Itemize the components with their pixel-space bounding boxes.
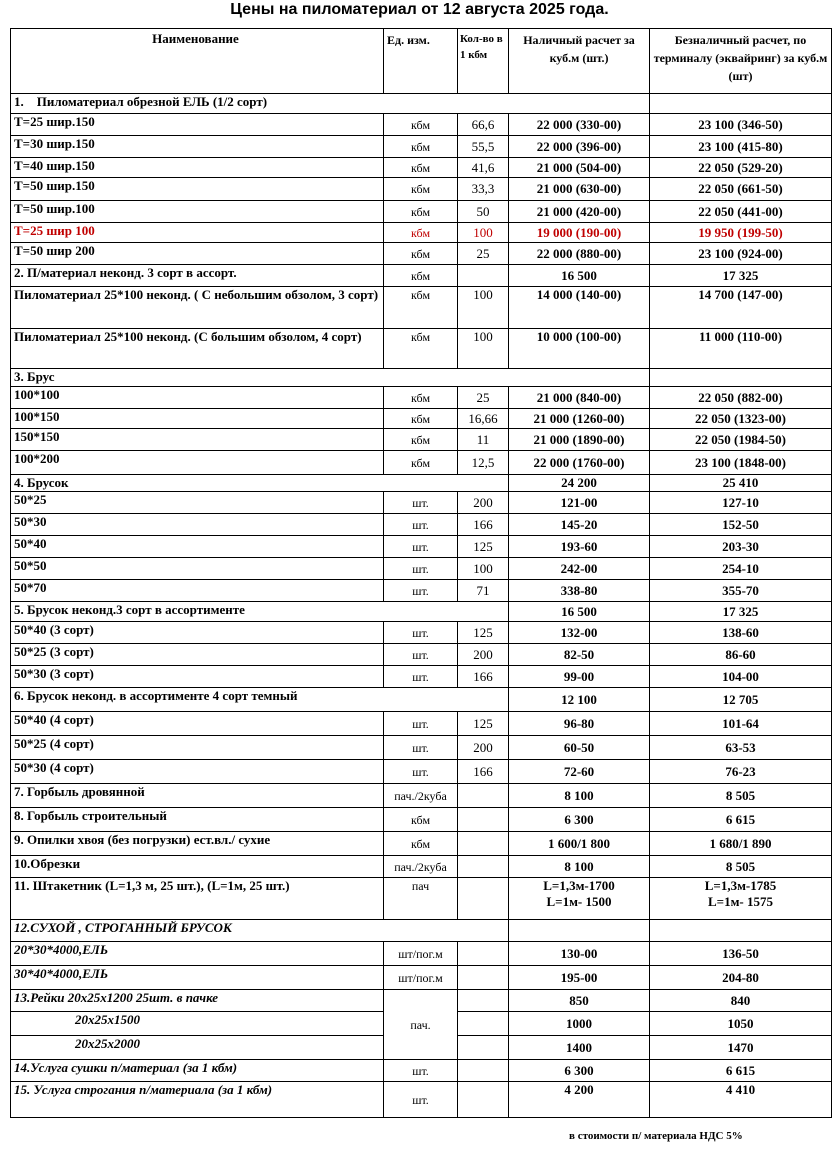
item-name: 20х25х2000	[11, 1036, 384, 1060]
table-row	[11, 475, 832, 492]
cash-price: 8 100	[509, 784, 650, 808]
header-qty: Кол-во в 1 кбм	[458, 29, 509, 94]
item-name: 50*70	[11, 580, 384, 602]
cash-price: 8 100	[509, 856, 650, 878]
table-row	[11, 451, 832, 475]
table-row	[11, 369, 832, 387]
header-cash: Наличный расчет за куб.м (шт.)	[509, 29, 650, 94]
qty-cell	[458, 1082, 509, 1118]
cash-price: 21 000 (504-00)	[509, 158, 650, 178]
item-name: Т=25 шир 100	[11, 223, 384, 243]
unit-cell: шт.	[384, 712, 458, 736]
table-row	[11, 856, 832, 878]
qty-cell	[458, 784, 509, 808]
table-row	[11, 429, 832, 451]
item-name: Т=25 шир.150	[11, 114, 384, 136]
cash-price: 130-00	[509, 942, 650, 966]
card-price: 22 050 (529-20)	[650, 158, 832, 178]
table-row	[11, 712, 832, 736]
unit-cell: шт.	[384, 558, 458, 580]
item-name: 2. П/материал неконд. 3 сорт в ассорт.	[11, 265, 384, 287]
footer-note: в стоимости п/ материала НДС 5%	[569, 1130, 743, 1142]
item-name: Пиломатериал 25*100 неконд. ( С небольшим обзолом, 3 сорт)	[11, 287, 384, 329]
table-row	[11, 622, 832, 644]
qty-cell: 125	[458, 712, 509, 736]
table-row	[11, 409, 832, 429]
card-price: 355-70	[650, 580, 832, 602]
item-name: 15. Услуга строгания п/материала (за 1 кбм)	[11, 1082, 384, 1118]
cash-price-line: L=1м- 1500	[546, 894, 612, 909]
cash-price: 21 000 (420-00)	[509, 201, 650, 223]
qty-cell: 166	[458, 760, 509, 784]
table-row	[11, 878, 832, 920]
table-row	[11, 942, 832, 966]
unit-cell: шт.	[384, 666, 458, 688]
cash-price: 22 000 (330-00)	[509, 114, 650, 136]
unit-cell: шт.	[384, 580, 458, 602]
qty-cell: 12,5	[458, 451, 509, 475]
card-price-line: L=1,3м-1785	[704, 878, 777, 893]
header-name: Наименование	[11, 29, 384, 94]
header-unit: Ед. изм.	[384, 29, 458, 94]
qty-cell: 33,3	[458, 178, 509, 201]
card-price: 8 505	[650, 784, 832, 808]
unit-cell: шт.	[384, 514, 458, 536]
unit-cell: кбм	[384, 114, 458, 136]
page-title: Цены на пиломатериал от 12 августа 2025 года.	[230, 1, 609, 18]
unit-cell: кбм	[384, 429, 458, 451]
cash-price: 72-60	[509, 760, 650, 784]
item-name: 8. Горбыль строительный	[11, 808, 384, 832]
card-price: 23 100 (346-50)	[650, 114, 832, 136]
table-row	[11, 688, 832, 712]
item-name: 50*40	[11, 536, 384, 558]
unit-cell: шт.	[384, 622, 458, 644]
table-row	[11, 536, 832, 558]
unit-cell: кбм	[384, 243, 458, 265]
cash-price: 16 500	[509, 602, 650, 622]
unit-cell: шт/пог.м	[384, 942, 458, 966]
item-name: 50*30 (3 сорт)	[11, 666, 384, 688]
table-row	[11, 178, 832, 201]
card-price: 1050	[650, 1012, 832, 1036]
qty-cell: 55,5	[458, 136, 509, 158]
table-row	[11, 808, 832, 832]
card-price: 25 410	[650, 475, 832, 492]
qty-cell	[458, 808, 509, 832]
card-price: 23 100 (415-80)	[650, 136, 832, 158]
card-price	[650, 369, 832, 387]
cash-price: 96-80	[509, 712, 650, 736]
item-name: 11. Штакетник (L=1,3 м, 25 шт.), (L=1м, 25 шт.)	[11, 878, 384, 920]
card-price	[650, 94, 832, 114]
unit-cell: кбм	[384, 451, 458, 475]
card-price: 840	[650, 990, 832, 1012]
card-price	[650, 920, 832, 942]
cash-price: 21 000 (840-00)	[509, 387, 650, 409]
unit-cell: кбм	[384, 287, 458, 329]
item-name: 14.Услуга сушки п/материал (за 1 кбм)	[11, 1060, 384, 1082]
card-price: 101-64	[650, 712, 832, 736]
qty-cell: 200	[458, 736, 509, 760]
card-price: 86-60	[650, 644, 832, 666]
table-row	[11, 243, 832, 265]
cash-price-line: L=1,3м-1700	[543, 878, 615, 893]
qty-cell	[458, 990, 509, 1012]
cash-price: 16 500	[509, 265, 650, 287]
cash-price: 132-00	[509, 622, 650, 644]
unit-cell: кбм	[384, 808, 458, 832]
cash-price: 10 000 (100-00)	[509, 329, 650, 369]
table-header	[11, 29, 832, 94]
table-row	[11, 580, 832, 602]
table-row	[11, 201, 832, 223]
item-name: Т=40 шир.150	[11, 158, 384, 178]
card-price: 22 050 (661-50)	[650, 178, 832, 201]
item-name: Пиломатериал 25*100 неконд. (С большим обзолом, 4 сорт)	[11, 329, 384, 369]
card-price: 254-10	[650, 558, 832, 580]
item-name: 3. Брус	[11, 369, 650, 387]
unit-cell: кбм	[384, 387, 458, 409]
card-price: 22 050 (882-00)	[650, 387, 832, 409]
unit-cell: пач./2куба	[384, 784, 458, 808]
cash-price: 22 000 (1760-00)	[509, 451, 650, 475]
item-name: 50*30 (4 сорт)	[11, 760, 384, 784]
qty-cell: 125	[458, 536, 509, 558]
item-name: 13.Рейки 20х25х1200 25шт. в пачке	[11, 990, 384, 1012]
card-price: 11 000 (110-00)	[650, 329, 832, 369]
table-row	[11, 265, 832, 287]
price-table	[10, 28, 832, 1118]
cash-price: 338-80	[509, 580, 650, 602]
cash-price: 1400	[509, 1036, 650, 1060]
table-row	[11, 644, 832, 666]
unit-cell: кбм	[384, 329, 458, 369]
unit-cell: кбм	[384, 158, 458, 178]
table-row	[11, 136, 832, 158]
table-row	[11, 492, 832, 514]
qty-cell: 166	[458, 514, 509, 536]
qty-cell	[458, 1012, 509, 1036]
unit-cell: кбм	[384, 178, 458, 201]
qty-cell	[458, 878, 509, 920]
qty-cell	[458, 856, 509, 878]
item-name: 30*40*4000,ЕЛЬ	[11, 966, 384, 990]
item-name: 9. Опилки хвоя (без погрузки) ест.вл./ сухие	[11, 832, 384, 856]
table-row	[11, 990, 832, 1012]
card-price: 6 615	[650, 1060, 832, 1082]
item-name: 7. Горбыль дровянной	[11, 784, 384, 808]
card-price: 17 325	[650, 265, 832, 287]
card-price: 4 410	[650, 1082, 832, 1118]
card-price: 22 050 (1984-50)	[650, 429, 832, 451]
unit-cell: шт.	[384, 492, 458, 514]
card-price: 22 050 (1323-00)	[650, 409, 832, 429]
qty-cell: 16,66	[458, 409, 509, 429]
card-price: 136-50	[650, 942, 832, 966]
item-name: Т=50 шир 200	[11, 243, 384, 265]
table-row	[11, 158, 832, 178]
card-price: 138-60	[650, 622, 832, 644]
table-row	[11, 1082, 832, 1118]
item-name: 1. Пиломатериал обрезной ЕЛЬ (1/2 сорт)	[11, 94, 650, 114]
unit-cell: кбм	[384, 201, 458, 223]
card-price: 127-10	[650, 492, 832, 514]
card-price: 1470	[650, 1036, 832, 1060]
qty-cell: 200	[458, 492, 509, 514]
item-name: 50*40 (4 сорт)	[11, 712, 384, 736]
cash-price: 12 100	[509, 688, 650, 712]
item-name: 100*150	[11, 409, 384, 429]
qty-cell: 100	[458, 329, 509, 369]
table-row	[11, 1060, 832, 1082]
header-card: Безналичный расчет, по терминалу (эквайринг) за куб.м (шт)	[650, 29, 832, 94]
qty-cell: 125	[458, 622, 509, 644]
cash-price: 99-00	[509, 666, 650, 688]
qty-cell	[458, 1060, 509, 1082]
cash-price: 60-50	[509, 736, 650, 760]
card-price: 152-50	[650, 514, 832, 536]
card-price: 104-00	[650, 666, 832, 688]
cash-price: 22 000 (396-00)	[509, 136, 650, 158]
cash-price: 19 000 (190-00)	[509, 223, 650, 243]
table-row	[11, 287, 832, 329]
cash-price: 121-00	[509, 492, 650, 514]
item-name: Т=50 шир.150	[11, 178, 384, 201]
qty-cell: 41,6	[458, 158, 509, 178]
cash-price	[509, 920, 650, 942]
card-price: 1 680/1 890	[650, 832, 832, 856]
qty-cell	[458, 832, 509, 856]
unit-cell: шт.	[384, 1082, 458, 1118]
table-row	[11, 666, 832, 688]
cash-price	[509, 878, 650, 920]
card-price: 8 505	[650, 856, 832, 878]
card-price: 203-30	[650, 536, 832, 558]
item-name: 20х25х1500	[11, 1012, 384, 1036]
table-row	[11, 602, 832, 622]
table-row	[11, 558, 832, 580]
cash-price: 195-00	[509, 966, 650, 990]
unit-cell: шт.	[384, 1060, 458, 1082]
cash-price: 4 200	[509, 1082, 650, 1118]
cash-price: 21 000 (1260-00)	[509, 409, 650, 429]
table-row	[11, 94, 832, 114]
unit-cell: пач	[384, 878, 458, 920]
card-price-line: L=1м- 1575	[707, 894, 773, 909]
item-name: 50*25 (4 сорт)	[11, 736, 384, 760]
cash-price: 6 300	[509, 808, 650, 832]
unit-cell: кбм	[384, 136, 458, 158]
unit-cell: пач.	[384, 990, 458, 1060]
cash-price: 82-50	[509, 644, 650, 666]
table-row	[11, 114, 832, 136]
table-row	[11, 966, 832, 990]
item-name: Т=50 шир.100	[11, 201, 384, 223]
item-name: 50*25 (3 сорт)	[11, 644, 384, 666]
table-row	[11, 920, 832, 942]
item-name: 50*25	[11, 492, 384, 514]
table-row	[11, 784, 832, 808]
unit-cell: шт.	[384, 536, 458, 558]
card-price: 204-80	[650, 966, 832, 990]
qty-cell: 50	[458, 201, 509, 223]
unit-cell: кбм	[384, 832, 458, 856]
cash-price: 6 300	[509, 1060, 650, 1082]
item-name: 20*30*4000,ЕЛЬ	[11, 942, 384, 966]
qty-cell: 100	[458, 558, 509, 580]
item-name: 100*100	[11, 387, 384, 409]
cash-price: 242-00	[509, 558, 650, 580]
table-row	[11, 387, 832, 409]
unit-cell: шт/пог.м	[384, 966, 458, 990]
cash-price: 21 000 (1890-00)	[509, 429, 650, 451]
qty-cell: 11	[458, 429, 509, 451]
card-price: 23 100 (1848-00)	[650, 451, 832, 475]
qty-cell	[458, 265, 509, 287]
qty-cell: 25	[458, 387, 509, 409]
cash-price: 193-60	[509, 536, 650, 558]
unit-cell: шт.	[384, 760, 458, 784]
qty-cell: 100	[458, 223, 509, 243]
cash-price: 145-20	[509, 514, 650, 536]
unit-cell: шт.	[384, 644, 458, 666]
card-price: 22 050 (441-00)	[650, 201, 832, 223]
item-name: 12.СУХОЙ , СТРОГАННЫЙ БРУСОК	[11, 920, 509, 942]
table-row	[11, 832, 832, 856]
cash-price: 21 000 (630-00)	[509, 178, 650, 201]
qty-cell: 66,6	[458, 114, 509, 136]
unit-cell: кбм	[384, 265, 458, 287]
card-price: 6 615	[650, 808, 832, 832]
item-name: 50*50	[11, 558, 384, 580]
qty-cell	[458, 966, 509, 990]
card-price: 12 705	[650, 688, 832, 712]
item-name: 50*40 (3 сорт)	[11, 622, 384, 644]
card-price: 23 100 (924-00)	[650, 243, 832, 265]
item-name: 10.Обрезки	[11, 856, 384, 878]
card-price	[650, 878, 832, 920]
cash-price: 1000	[509, 1012, 650, 1036]
cash-price: 22 000 (880-00)	[509, 243, 650, 265]
item-name: 100*200	[11, 451, 384, 475]
unit-cell: кбм	[384, 409, 458, 429]
card-price: 14 700 (147-00)	[650, 287, 832, 329]
table-row	[11, 760, 832, 784]
item-name: 5. Брусок неконд.3 сорт в ассортименте	[11, 602, 509, 622]
qty-cell	[458, 1036, 509, 1060]
qty-cell: 100	[458, 287, 509, 329]
item-name: 150*150	[11, 429, 384, 451]
item-name: 4. Брусок	[11, 475, 509, 492]
qty-cell	[458, 942, 509, 966]
cash-price: 1 600/1 800	[509, 832, 650, 856]
card-price: 19 950 (199-50)	[650, 223, 832, 243]
table-row	[11, 223, 832, 243]
card-price: 76-23	[650, 760, 832, 784]
table-row	[11, 329, 832, 369]
qty-cell: 200	[458, 644, 509, 666]
unit-cell: кбм	[384, 223, 458, 243]
cash-price: 24 200	[509, 475, 650, 492]
table-row	[11, 736, 832, 760]
table-row	[11, 514, 832, 536]
unit-cell: пач./2куба	[384, 856, 458, 878]
unit-cell: шт.	[384, 736, 458, 760]
cash-price: 850	[509, 990, 650, 1012]
card-price: 17 325	[650, 602, 832, 622]
item-name: Т=30 шир.150	[11, 136, 384, 158]
qty-cell: 166	[458, 666, 509, 688]
card-price: 63-53	[650, 736, 832, 760]
item-name: 6. Брусок неконд. в ассортименте 4 сорт темный	[11, 688, 509, 712]
item-name: 50*30	[11, 514, 384, 536]
qty-cell: 71	[458, 580, 509, 602]
qty-cell: 25	[458, 243, 509, 265]
cash-price: 14 000 (140-00)	[509, 287, 650, 329]
